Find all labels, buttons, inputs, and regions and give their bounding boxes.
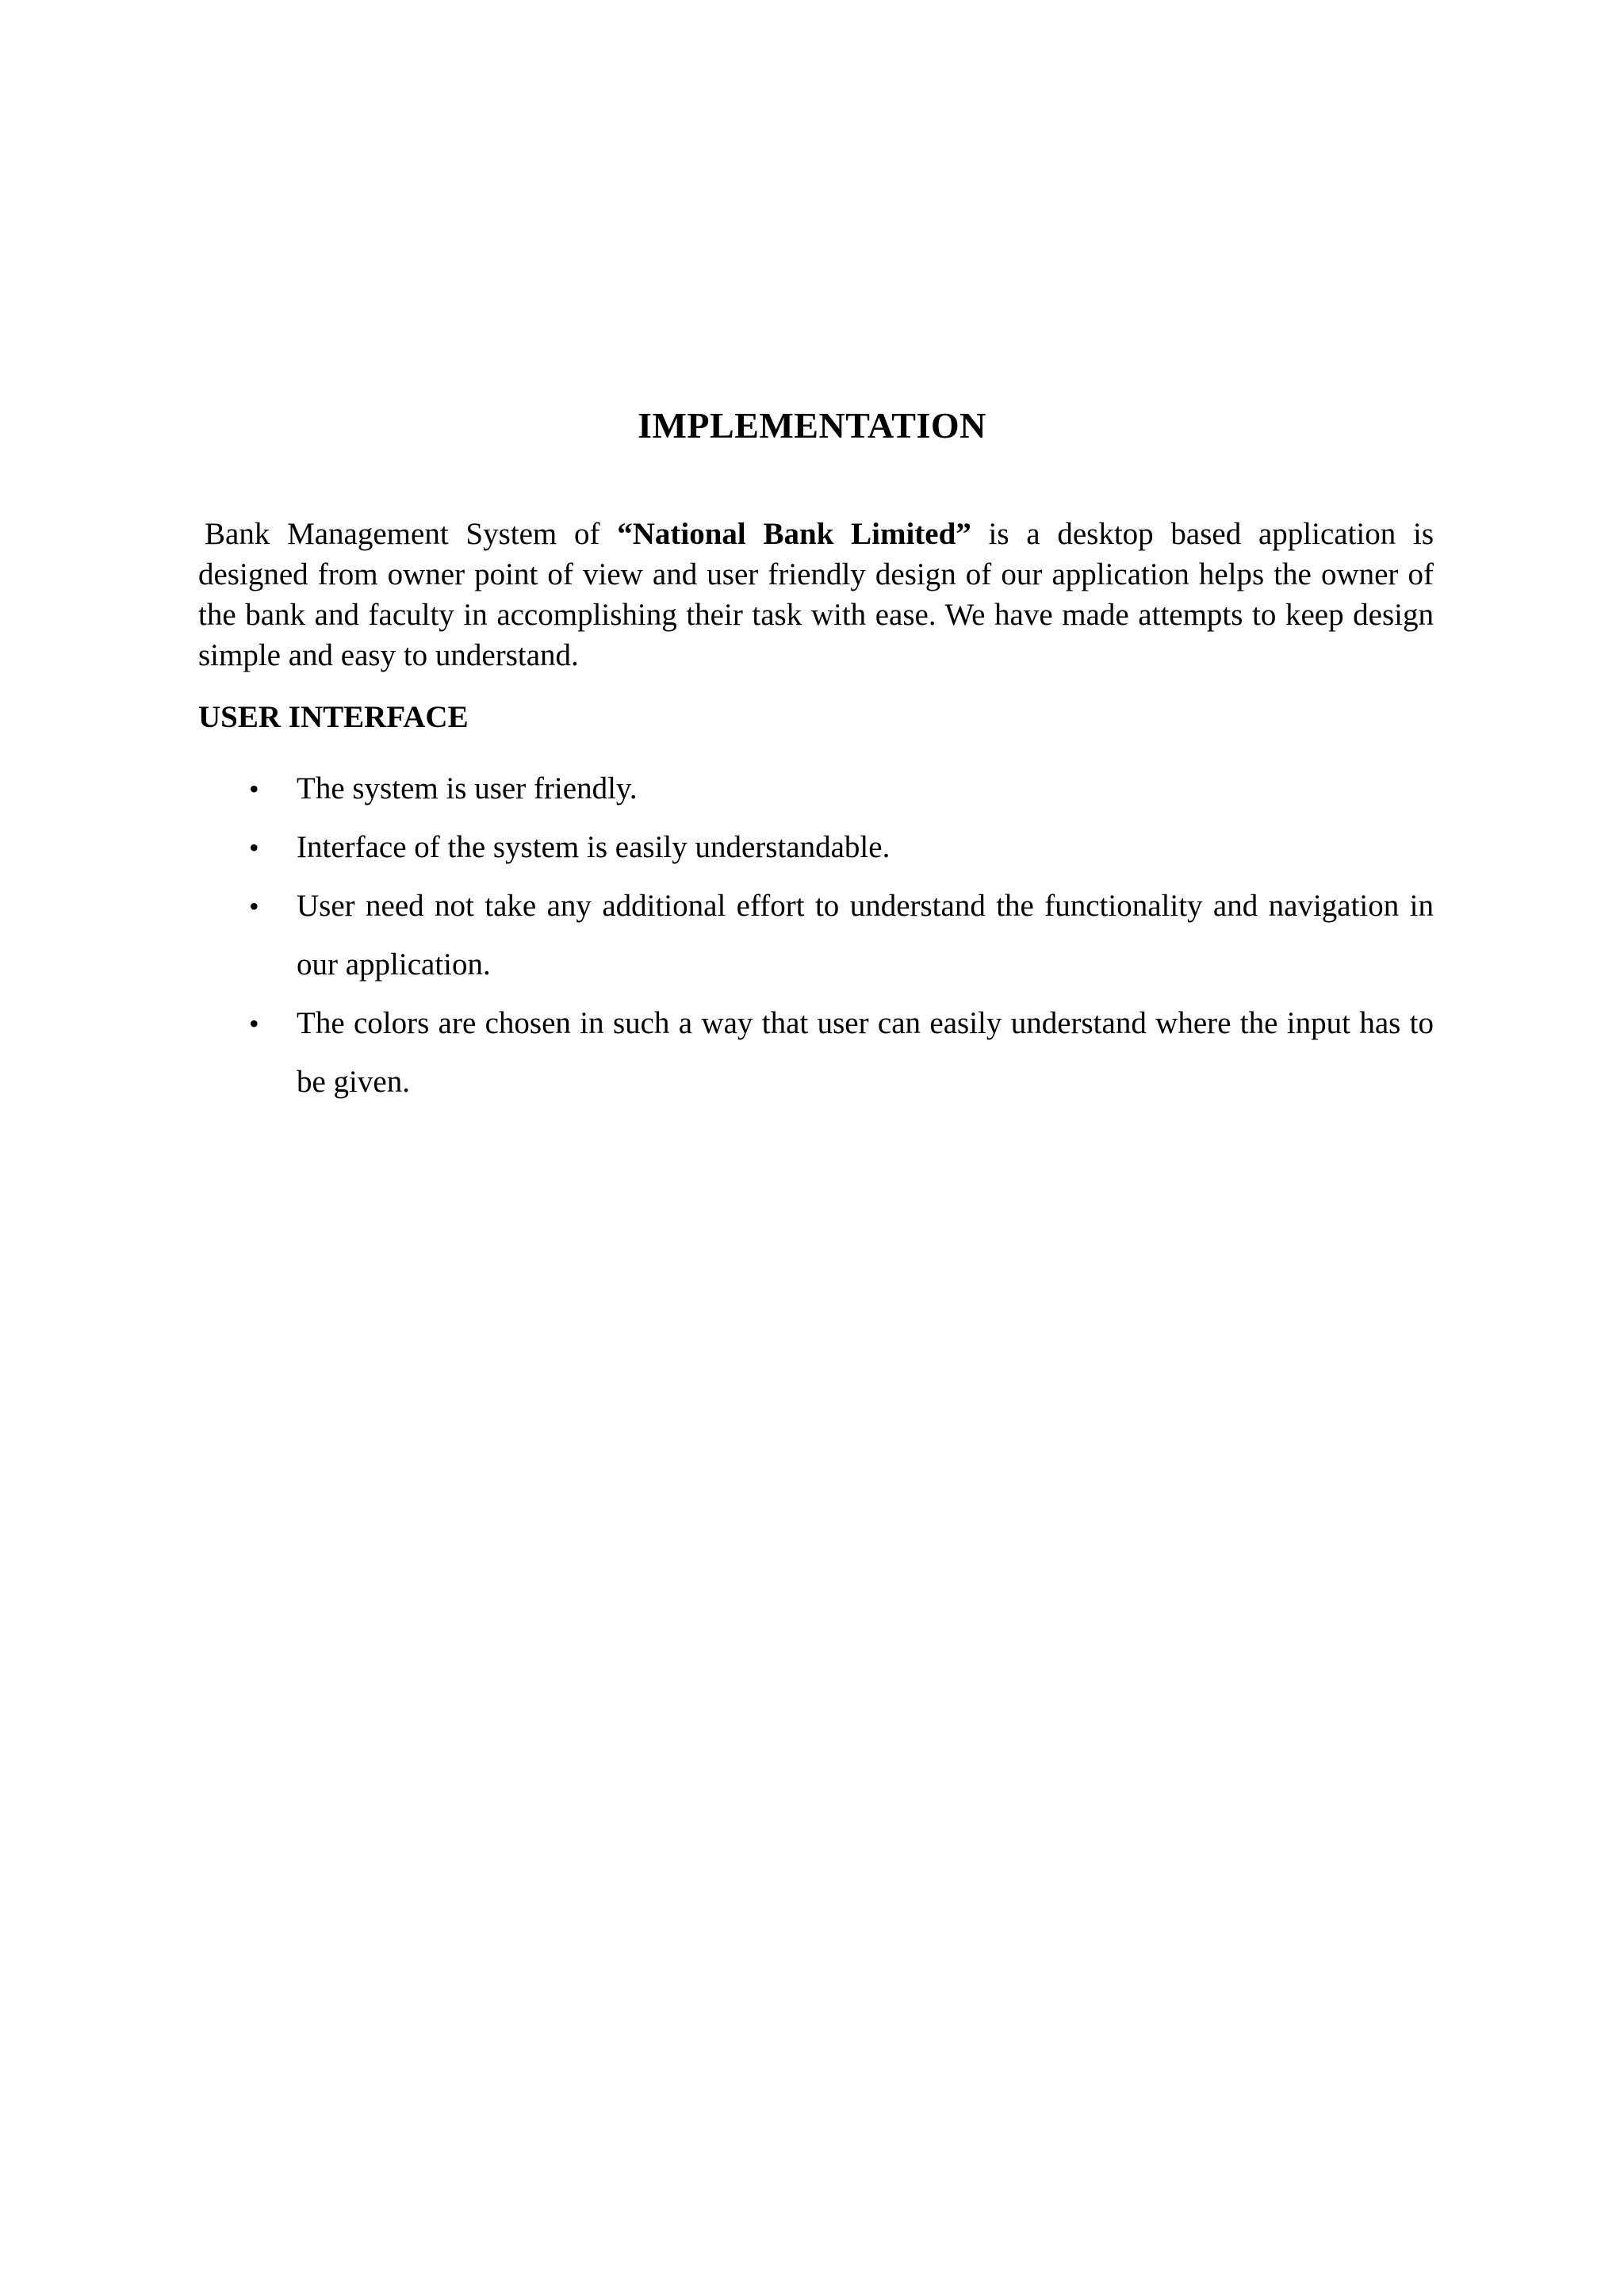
bullet-icon: • [249,890,259,922]
list-item-text: The system is user friendly. [297,771,638,806]
intro-paragraph [198,514,1434,675]
list-item-text: User need not take any additional effort to understand the functionality and navigation in our application. [297,889,1434,982]
bullet-icon: • [249,1008,259,1039]
list-item-text: The colors are chosen in such a way that user can easily understand where the input has to be given. [297,1006,1434,1099]
intro-text-end: is a desktop based application is designed from owner point of view and user friendly design of our application helps the owner of the bank and faculty in accomplishing their task with ease. We have made attempts to keep design simple and easy to understand. [198,517,1434,672]
page-title: IMPLEMENTATION [638,405,986,446]
list-item [198,760,1434,818]
bank-name: “National Bank Limited” [617,517,971,551]
list-item [198,877,1434,994]
bullet-icon: • [249,832,259,863]
list-item-text: Interface of the system is easily understandable. [297,830,891,864]
intro-text-start: Bank Management System of [205,517,618,551]
bullet-icon: • [249,773,259,805]
list-item [198,994,1434,1112]
list-item [198,818,1434,877]
user-interface-list [198,760,1434,1112]
section-heading-user-interface: USER INTERFACE [198,700,469,734]
